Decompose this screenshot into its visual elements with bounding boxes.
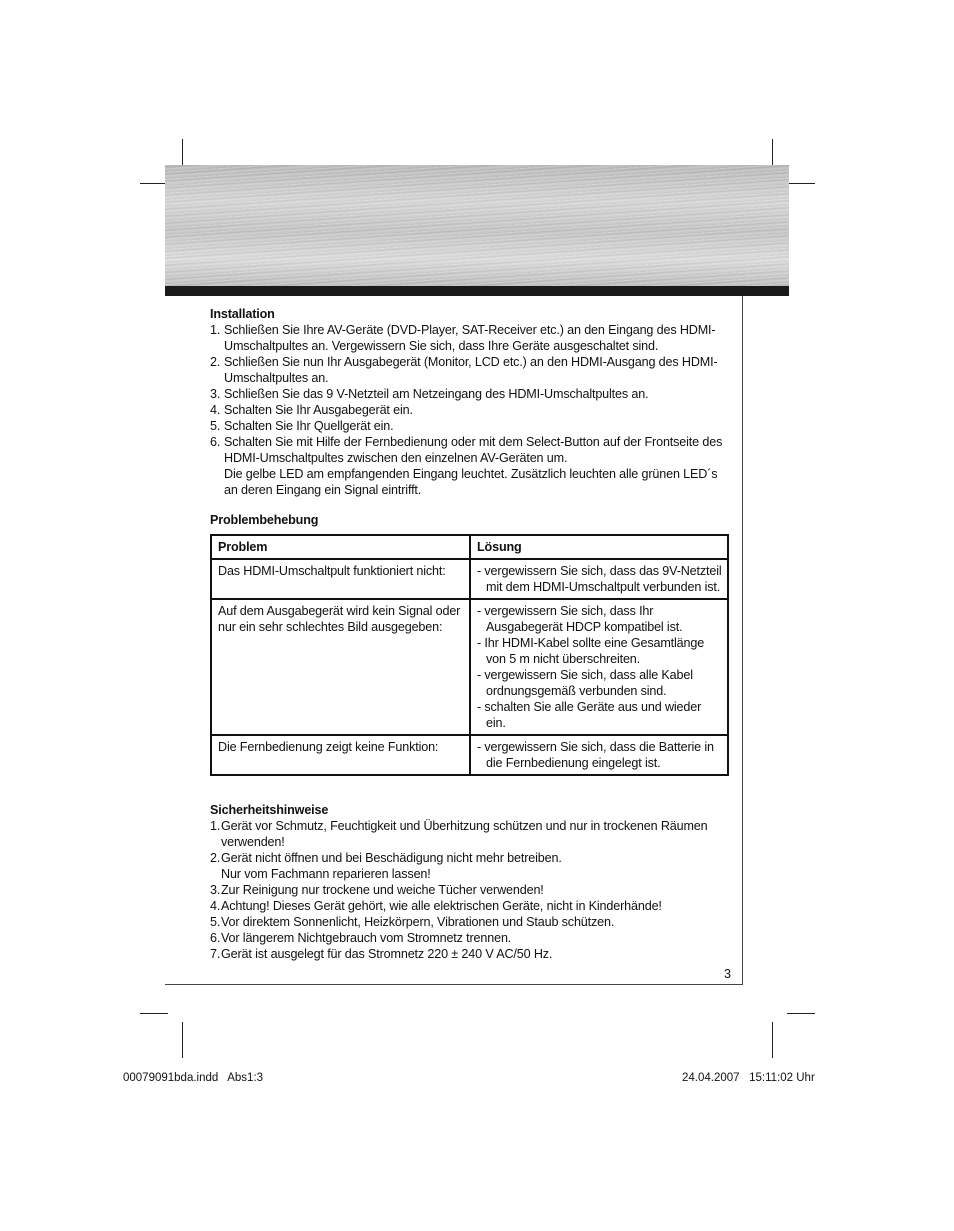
safety-items [210, 818, 732, 962]
solution-item: - vergewissern Sie sich, dass alle Kabel ordnungsgemäß verbunden sind. [477, 668, 693, 698]
problem-cell: Das HDMI-Umschaltpult funktioniert nicht: [211, 559, 470, 599]
crop-mark [140, 183, 168, 184]
crop-mark [182, 1022, 183, 1058]
item-text: Gerät ist ausgelegt für das Stromnetz 220 ± 240 V AC/50 Hz. [221, 947, 553, 961]
table-row [211, 599, 728, 735]
step-number: 3. [210, 387, 221, 401]
problem-cell: Auf dem Ausgabegerät wird kein Signal oder nur ein sehr schlechtes Bild ausgegeben: [211, 599, 470, 735]
item-text: Vor längerem Nichtgebrauch vom Stromnetz trennen. [221, 931, 512, 945]
item-number: 1. [210, 819, 221, 833]
item-number: 7. [210, 947, 221, 961]
installation-step [210, 322, 732, 354]
step-text: Schließen Sie das 9 V-Netzteil am Netzeingang des HDMI-Umschaltpultes an. [224, 387, 649, 401]
step-number: 4. [210, 403, 221, 417]
solution-cell [470, 599, 728, 735]
safety-heading: Sicherheitshinweise [210, 803, 329, 817]
installation-heading: Installation [210, 307, 275, 321]
item-note: Nur vom Fachmann reparieren lassen! [221, 867, 431, 881]
installation-step [210, 402, 732, 418]
step-number: 6. [210, 435, 221, 449]
installation-step [210, 434, 732, 498]
item-text: Zur Reinigung nur trockene und weiche Tücher verwenden! [221, 883, 544, 897]
header-black-bar [165, 286, 789, 296]
page-bottom-rule [165, 984, 743, 985]
safety-item [210, 914, 732, 930]
step-text: Schalten Sie Ihr Quellgerät ein. [224, 419, 394, 433]
item-text: Gerät vor Schmutz, Feuchtigkeit und Überhitzung schützen und nur in trockenen Räumen verwenden! [221, 819, 708, 849]
footer-file-info: 00079091bda.indd Abs1:3 [123, 1072, 264, 1084]
installation-steps [210, 322, 732, 498]
step-text: Schließen Sie nun Ihr Ausgabegerät (Monitor, LCD etc.) an den HDMI-Ausgang des HDMI-Umschaltpultes an. [224, 355, 718, 385]
solution-item: - vergewissern Sie sich, dass die Batterie in die Fernbedienung eingelegt ist. [477, 740, 714, 770]
step-text: Schalten Sie Ihr Ausgabegerät ein. [224, 403, 413, 417]
safety-item [210, 946, 732, 962]
page-number: 3 [724, 967, 732, 981]
step-number: 5. [210, 419, 221, 433]
step-text: Schalten Sie mit Hilfe der Fernbedienung oder mit dem Select-Button auf der Frontseite des HDMI-Umschaltpultes zwischen den einzelnen AV-Geräten um. [224, 435, 723, 465]
safety-item [210, 850, 732, 882]
safety-section [210, 802, 732, 962]
crop-mark [772, 1022, 773, 1058]
installation-section [210, 306, 732, 498]
safety-item [210, 882, 732, 898]
page-content [210, 306, 732, 962]
item-number: 6. [210, 931, 221, 945]
solution-item: - vergewissern Sie sich, dass Ihr Ausgabegerät HDCP kompatibel ist. [477, 604, 683, 634]
step-note: Die gelbe LED am empfangenden Eingang leuchtet. Zusätzlich leuchten alle grünen LED´s an deren Eingang ein Signal eintrifft. [224, 467, 718, 497]
crop-mark [140, 1013, 168, 1014]
troubleshooting-section [210, 512, 732, 776]
table-row [211, 559, 728, 599]
troubleshooting-rows [211, 559, 728, 775]
crop-mark [787, 1013, 815, 1014]
item-number: 5. [210, 915, 221, 929]
troubleshooting-heading: Problembehebung [210, 513, 319, 527]
troubleshooting-table [210, 534, 729, 776]
item-number: 3. [210, 883, 221, 897]
solution-item: - vergewissern Sie sich, dass das 9V-Netzteil mit dem HDMI-Umschaltpult verbunden ist. [477, 564, 722, 594]
table-row [211, 735, 728, 775]
step-number: 2. [210, 355, 221, 369]
safety-item [210, 818, 732, 850]
step-text: Schließen Sie Ihre AV-Geräte (DVD-Player, SAT-Receiver etc.) an den Eingang des HDMI-Umschaltpultes an. Vergewissern Sie sich, dass Ihre Geräte ausgeschaltet sind. [224, 323, 716, 353]
solution-item: - Ihr HDMI-Kabel sollte eine Gesamtlänge von 5 m nicht überschreiten. [477, 636, 705, 666]
footer-timestamp: 24.04.2007 15:11:02 Uhr [682, 1072, 815, 1084]
header-metal-band [165, 165, 789, 286]
item-text: Gerät nicht öffnen und bei Beschädigung nicht mehr betreiben. [221, 851, 562, 865]
item-text: Vor direktem Sonnenlicht, Heizkörpern, Vibrationen und Staub schützen. [221, 915, 615, 929]
solution-item: - schalten Sie alle Geräte aus und wieder ein. [477, 700, 702, 730]
problem-cell: Die Fernbedienung zeigt keine Funktion: [211, 735, 470, 775]
solution-cell [470, 735, 728, 775]
safety-item [210, 930, 732, 946]
item-number: 4. [210, 899, 221, 913]
table-header-row [211, 535, 728, 559]
step-number: 1. [210, 323, 221, 337]
column-header-problem: Problem [211, 535, 470, 559]
column-header-solution: Lösung [470, 535, 728, 559]
page-right-rule [742, 296, 743, 984]
crop-mark [787, 183, 815, 184]
item-number: 2. [210, 851, 221, 865]
safety-item [210, 898, 732, 914]
item-text: Achtung! Dieses Gerät gehört, wie alle elektrischen Geräte, nicht in Kinderhände! [221, 899, 662, 913]
installation-step [210, 386, 732, 402]
installation-step [210, 354, 732, 386]
solution-cell [470, 559, 728, 599]
installation-step [210, 418, 732, 434]
